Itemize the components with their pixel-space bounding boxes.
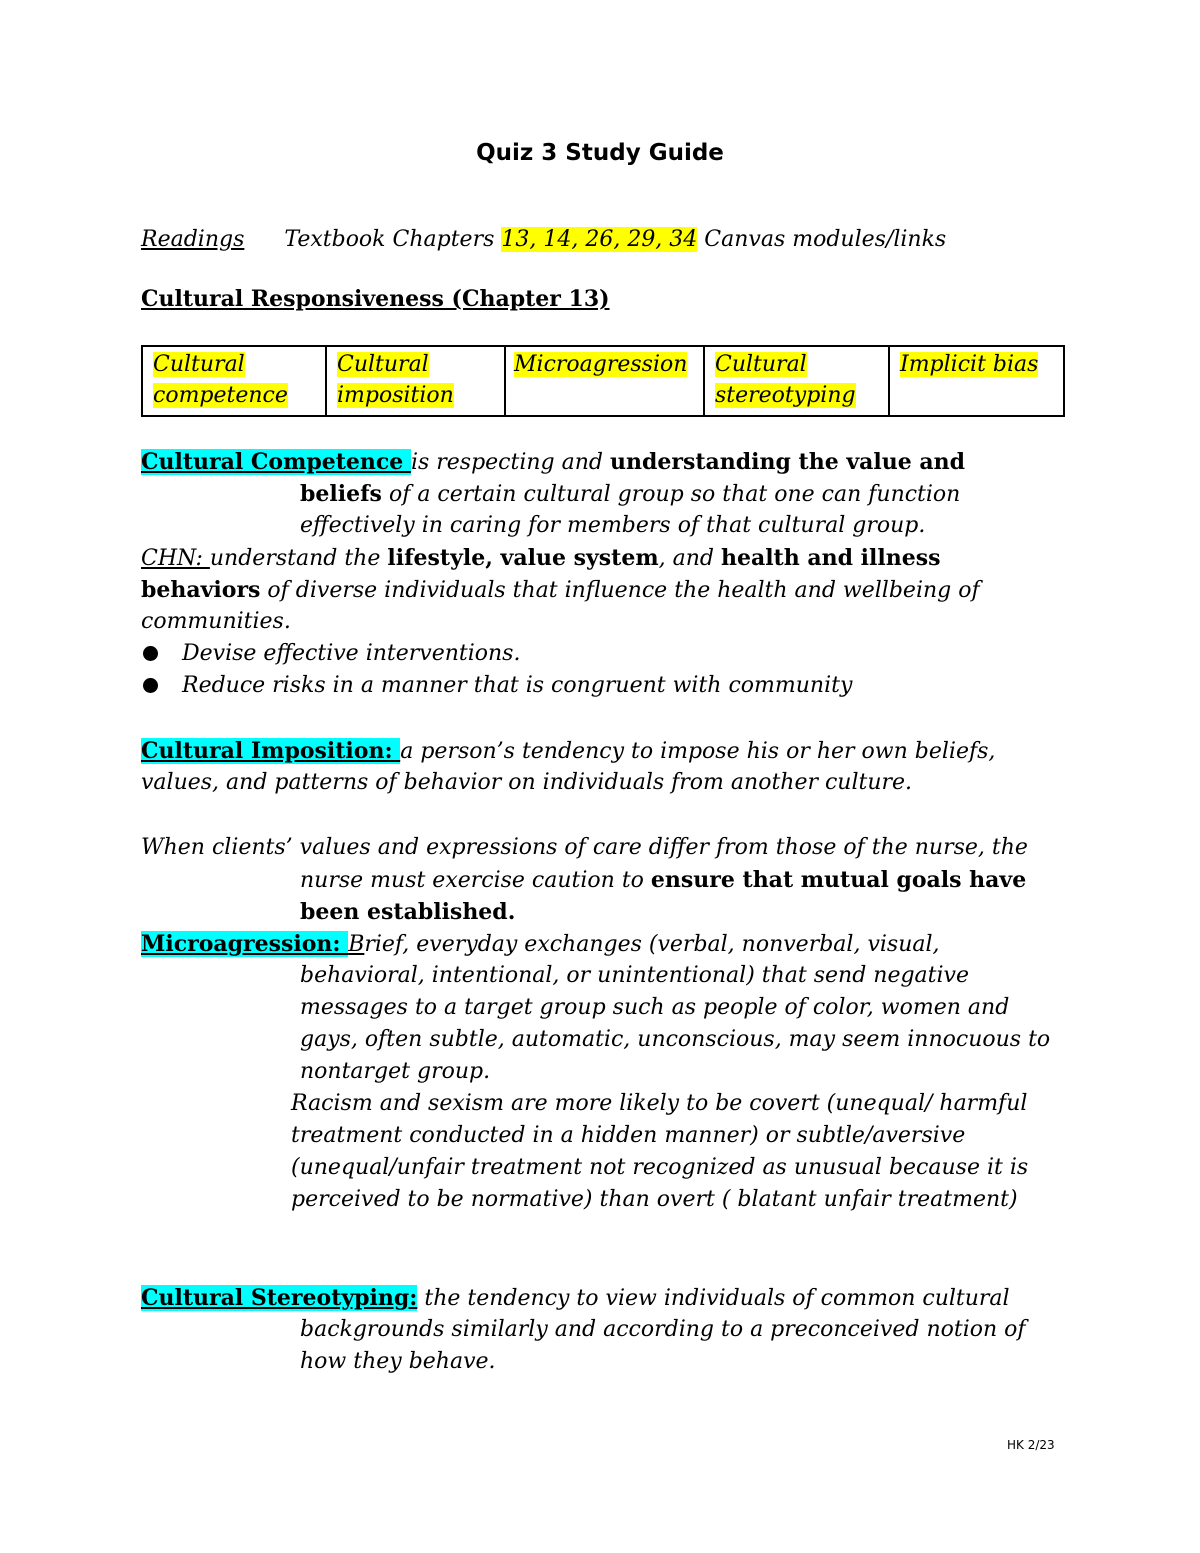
microagression-line-2: behavioral, intentional, or unintentional) that send negative [300,963,969,988]
page-footer: HK 2/23 [1007,1438,1055,1452]
chn-line-3: communities. [141,609,291,634]
stereotyping-line-3: how they behave. [300,1349,496,1374]
racism-line-4: perceived to be normative) than overt ( blatant unfair treatment) [291,1187,1018,1212]
section-heading: Cultural Responsiveness (Chapter 13) [141,286,610,312]
chn-line-1: CHN: understand the lifestyle, value system, and health and illness [141,545,941,571]
imposition-line-2: values, and patterns of behavior on individuals from another culture. [141,770,913,795]
chn-line-2: behaviors of diverse individuals that influence the health and wellbeing of [141,577,980,603]
competence-line-2: beliefs of a certain cultural group so that one can function [300,481,961,507]
readings-chapters: 13, 14, 26, 29, 34 [501,227,698,252]
stereotyping-line-2: backgrounds similarly and according to a preconceived notion of [300,1317,1026,1342]
stereotyping-line-1: Cultural Stereotyping: the tendency to view individuals of common cultural [141,1285,1010,1311]
microagression-term: Microagression: [141,931,349,957]
term-cell: Cultural imposition [326,346,505,416]
competence-line-1: Cultural Competence is respecting and understanding the value and [141,449,966,475]
term-cell: Cultural stereotyping [704,346,889,416]
page-title: Quiz 3 Study Guide [476,140,724,166]
racism-line-1: Racism and sexism are more likely to be covert (unequal/ harmful [291,1091,1028,1116]
competence-line-3: effectively in caring for members of that cultural group. [300,513,926,538]
imposition-para-2-line-1: When clients’ values and expressions of care differ from those of the nurse, the [141,835,1028,860]
microagression-line-3: messages to a target group such as people of color, women and [300,995,1010,1020]
imposition-para-2-line-2: nurse must exercise caution to ensure that mutual goals have [300,867,1027,893]
imposition-line-1: Cultural Imposition: a person’s tendency to impose his or her own beliefs, [141,738,996,764]
readings-label: Readings [141,227,245,252]
readings-suffix: Canvas modules/links [697,227,947,252]
term-cell: Cultural competence [142,346,326,416]
readings-prefix: Textbook Chapters [284,227,502,252]
bullet-icon [143,646,158,661]
terms-table [141,345,1065,417]
microagression-line-1: Microagression: Brief, everyday exchanges (verbal, nonverbal, visual, [141,931,940,957]
list-item: Reduce risks in a manner that is congruent with community [182,673,853,698]
imposition-term: Cultural Imposition: [141,738,401,764]
term-cell: Microagression [505,346,704,416]
list-item: Devise effective interventions. [182,641,521,666]
term-cell: Implicit bias [889,346,1064,416]
racism-line-2: treatment conducted in a hidden manner) or subtle/aversive [291,1123,966,1148]
competence-term: Cultural Competence [141,449,411,475]
imposition-para-2-line-3: been established. [300,899,516,925]
readings-line [141,224,946,256]
bullet-icon [143,678,158,693]
stereotyping-term: Cultural Stereotyping: [141,1285,418,1311]
microagression-line-4: gays, often subtle, automatic, unconscious, may seem innocuous to [300,1027,1051,1052]
racism-line-3: (unequal/unfair treatment not recognized as unusual because it is [291,1155,1029,1180]
microagression-line-5: nontarget group. [300,1059,491,1084]
